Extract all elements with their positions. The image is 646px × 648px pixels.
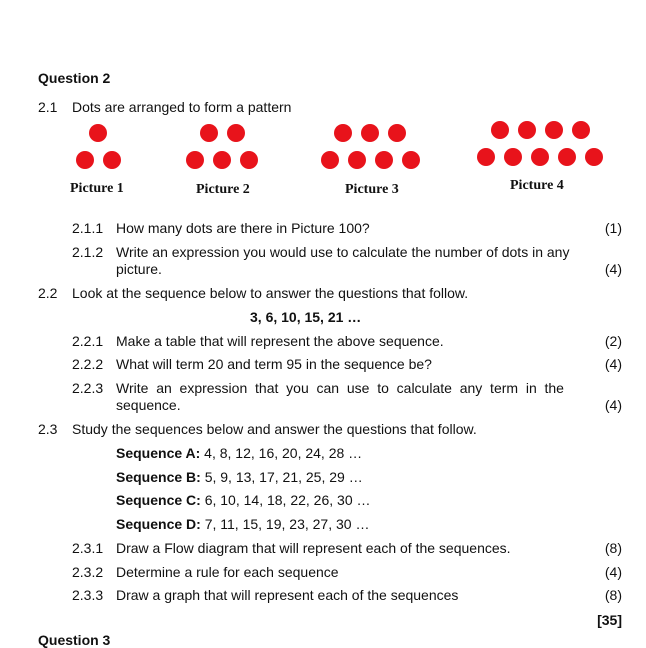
picture-4-label: Picture 4 <box>510 178 564 193</box>
picture-4-top-dot <box>491 121 509 139</box>
q223-text-line1: Write an expression that you can use to calculate any term in the <box>116 380 564 396</box>
q222-marks: (4) <box>604 356 622 372</box>
q231-marks: (8) <box>604 540 622 556</box>
q233-marks: (8) <box>604 587 622 603</box>
q211-text: How many dots are there in Picture 100? <box>116 220 370 236</box>
picture-3-bottom-dot <box>402 151 420 169</box>
picture-4-top-dot <box>518 121 536 139</box>
sequence-b-values: 5, 9, 13, 17, 21, 25, 29 … <box>204 469 363 485</box>
sequence-a <box>116 445 362 461</box>
q233-text: Draw a graph that will represent each of the sequences <box>116 587 459 603</box>
q23-text: Study the sequences below and answer the questions that follow. <box>72 421 477 437</box>
picture-4-bottom-dot <box>504 148 522 166</box>
picture-4-bottom-dot <box>585 148 603 166</box>
q22-text: Look at the sequence below to answer the questions that follow. <box>72 285 469 301</box>
q22-number: 2.2 <box>38 285 58 301</box>
picture-4-top-dot <box>545 121 563 139</box>
picture-2-bottom-dot <box>240 151 258 169</box>
picture-3-label: Picture 3 <box>345 182 399 197</box>
sequence-d-values: 7, 11, 15, 19, 23, 27, 30 … <box>204 516 370 532</box>
q231-text: Draw a Flow diagram that will represent each of the sequences. <box>116 540 511 556</box>
sequence-b-label: Sequence B: <box>116 469 201 485</box>
sequence-c-label: Sequence C: <box>116 492 201 508</box>
picture-2-top-dot <box>200 124 218 142</box>
picture-3-bottom-dot <box>375 151 393 169</box>
picture-2-bottom-dot <box>213 151 231 169</box>
picture-1-bottom-dot <box>103 151 121 169</box>
q223-number: 2.2.3 <box>72 380 104 396</box>
q221-number: 2.2.1 <box>72 333 104 349</box>
sequence-d <box>116 516 369 532</box>
next-question-title-partial: Question 3 <box>38 632 111 648</box>
q212-number: 2.1.2 <box>72 244 104 260</box>
picture-2-top-dot <box>227 124 245 142</box>
q21-text: Dots are arranged to form a pattern <box>72 99 292 115</box>
q223-text-line2: sequence. <box>116 397 181 413</box>
q212-text-line1: Write an expression you would use to calculate the number of dots in any <box>116 244 570 260</box>
q211-marks: (1) <box>604 220 622 236</box>
q22-sequence: 3, 6, 10, 15, 21 … <box>250 309 362 325</box>
sequence-a-values: 4, 8, 12, 16, 20, 24, 28 … <box>204 445 363 461</box>
picture-1-label: Picture 1 <box>70 181 124 196</box>
q232-marks: (4) <box>604 564 622 580</box>
q23-number: 2.3 <box>38 421 58 437</box>
sequence-c <box>116 492 371 508</box>
sequence-c-values: 6, 10, 14, 18, 22, 26, 30 … <box>204 492 371 508</box>
picture-2-label: Picture 2 <box>196 182 250 197</box>
q211-number: 2.1.1 <box>72 220 104 236</box>
q232-number: 2.3.2 <box>72 564 104 580</box>
picture-4-bottom-dot <box>477 148 495 166</box>
q231-number: 2.3.1 <box>72 540 104 556</box>
sequence-d-label: Sequence D: <box>116 516 201 532</box>
q212-marks: (4) <box>604 261 622 277</box>
q223-marks: (4) <box>604 397 622 413</box>
question-title: Question 2 <box>38 70 111 86</box>
picture-1-top-dot <box>89 124 107 142</box>
picture-4-bottom-dot <box>558 148 576 166</box>
picture-3-top-dot <box>334 124 352 142</box>
q233-number: 2.3.3 <box>72 587 104 603</box>
picture-3-top-dot <box>361 124 379 142</box>
picture-3-bottom-dot <box>348 151 366 169</box>
picture-3-bottom-dot <box>321 151 339 169</box>
picture-4-bottom-dot <box>531 148 549 166</box>
picture-3-top-dot <box>388 124 406 142</box>
picture-1-bottom-dot <box>76 151 94 169</box>
q221-text: Make a table that will represent the above sequence. <box>116 333 444 349</box>
q232-text: Determine a rule for each sequence <box>116 564 339 580</box>
total-marks: [35] <box>597 612 622 628</box>
q222-text: What will term 20 and term 95 in the sequence be? <box>116 356 432 372</box>
picture-2-bottom-dot <box>186 151 204 169</box>
sequence-b <box>116 469 363 485</box>
q221-marks: (2) <box>604 333 622 349</box>
q212-text-line2: picture. <box>116 261 162 277</box>
q21-number: 2.1 <box>38 99 58 115</box>
picture-4-top-dot <box>572 121 590 139</box>
q222-number: 2.2.2 <box>72 356 104 372</box>
sequence-a-label: Sequence A: <box>116 445 201 461</box>
